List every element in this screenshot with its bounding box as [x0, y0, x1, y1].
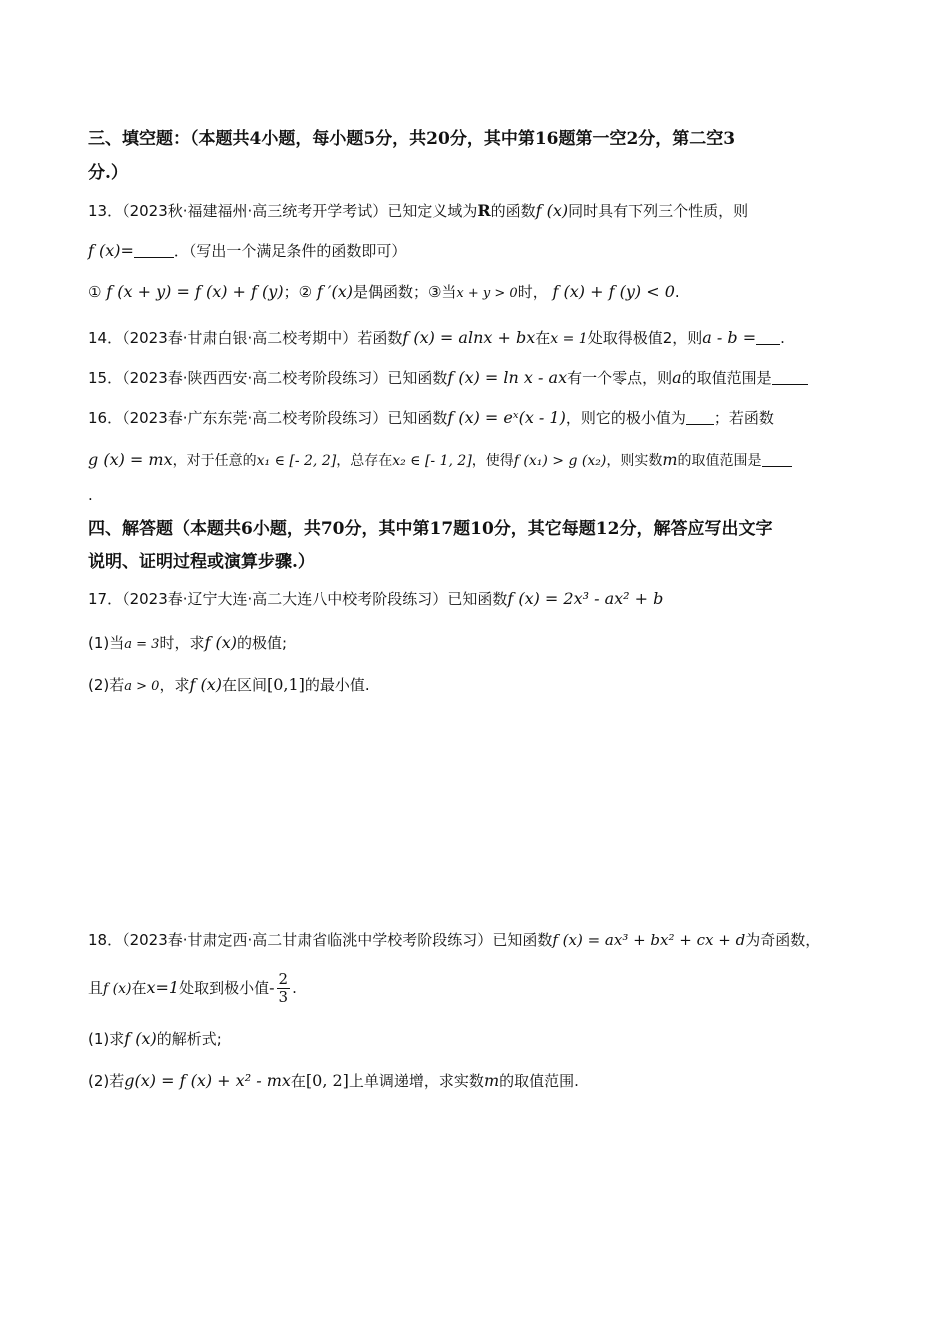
q18-number: 18．: [88, 931, 123, 949]
q16-text-c: ；若函数: [713, 409, 774, 427]
q18-l2-a: 且: [88, 979, 104, 997]
q18-text-b: 为奇函数，: [745, 931, 821, 949]
q14-number: 14．: [88, 329, 123, 347]
q16-ineq: f (x₁) > g (x₂): [513, 453, 607, 469]
q16-formula: f (x) = eˣ(x - 1): [447, 408, 566, 427]
q18-source: （2023春·甘肃定西·高二甘肃省临洮中学校考阶段练习）: [122, 931, 493, 949]
q18-s2-interval: [0, 2]: [305, 1071, 349, 1090]
q18-s2-text-c: 的取值范围.: [499, 1072, 579, 1090]
q16-text-f: ，使得: [471, 453, 514, 469]
q17-s1-cond: a = 3: [124, 637, 160, 652]
section4-heading: [88, 518, 772, 540]
q18-l2-f: f (x): [103, 981, 132, 997]
q13-property1: f (x + y) = f (x) + f (y): [106, 282, 284, 301]
q16-x1: x₁ ∈ [- 2, 2]: [256, 453, 337, 469]
q15-text-a: 已知函数: [387, 369, 448, 387]
q13-fx-answer: f (x)=: [88, 241, 134, 260]
q16-text-a: 已知函数: [387, 409, 448, 427]
q13-property3: f (x) + f (y) < 0: [552, 282, 675, 301]
q18-sub1: [88, 1028, 222, 1050]
q13-property3-text: 时，: [517, 283, 548, 301]
q13-line1: [88, 200, 748, 222]
q15-answer-blank[interactable]: [772, 368, 808, 385]
q18-line1: [88, 929, 820, 951]
q18-line2: [88, 968, 297, 1009]
q17-s2-interval: [0,1]: [266, 675, 305, 694]
q18-sub2: [88, 1070, 579, 1092]
q15-line: [88, 367, 808, 389]
q15-number: 15．: [88, 369, 123, 387]
q16-text-b: ，则它的极小值为: [565, 409, 686, 427]
q14-cond: x = 1: [550, 331, 588, 347]
q17-s2-text-a: ，求: [159, 676, 190, 694]
q18-l2-cond: x=1: [146, 978, 180, 997]
q13-sep1: ；②: [283, 283, 313, 301]
q18-s1-mark: (1)求: [88, 1030, 125, 1048]
q16-m: m: [662, 450, 678, 469]
q13-text-a: 已知定义域为: [387, 202, 478, 220]
section4-heading-cont: [88, 551, 315, 573]
q13-property1-mark: ①: [88, 283, 102, 301]
q13-fx: f (x): [535, 201, 569, 220]
q15-source: （2023春·陕西西安·高二校考阶段练习）: [122, 369, 388, 387]
q18-s2-mark: (2)若: [88, 1072, 125, 1090]
q17-s2-f: f (x): [189, 675, 222, 694]
q14-end: .: [780, 329, 785, 347]
q16-answer-blank-2[interactable]: [762, 450, 792, 467]
q18-fraction: [277, 971, 291, 1006]
q15-formula: f (x) = ln x - ax: [447, 368, 568, 387]
q13-property2-text: 是偶函数；③当: [352, 283, 457, 301]
q14-text-c: 处取得极值2，则: [587, 329, 703, 347]
q16-source: （2023春·广东东莞·高二校考阶段练习）: [122, 409, 388, 427]
q17-formula: f (x) = 2x³ - ax² + b: [507, 589, 664, 608]
q16-dot: .: [88, 486, 93, 504]
section4-line1: 四、解答题（本题共6小题，共70分，其中第17题10分，其它每题12分，解答应写出文字: [88, 519, 773, 539]
q13-line2: [88, 240, 406, 262]
q16-x2: x₂ ∈ [- 1, 2]: [392, 453, 472, 469]
q16-line2: [88, 449, 792, 472]
section3-line2: 分.）: [88, 163, 128, 183]
q17-line1: [88, 588, 663, 610]
section3-heading-cont: [88, 162, 128, 184]
q14-answer-blank[interactable]: [756, 328, 780, 345]
q14-formula: f (x) = alnx + bx: [402, 328, 536, 347]
q17-s1-text-b: 的极值;: [236, 634, 288, 652]
q18-formula: f (x) = ax³ + bx² + cx + d: [552, 931, 746, 949]
q17-s1-mark: (1)当: [88, 634, 125, 652]
q17-s2-text-c: 的最小值.: [304, 676, 370, 694]
q18-l2-b: 在: [131, 979, 147, 997]
q14-text-b: 在: [535, 329, 551, 347]
q16-number: 16．: [88, 409, 123, 427]
q17-s1-f: f (x): [204, 633, 237, 652]
q16-text-e: ，总存在: [336, 453, 393, 469]
q18-frac-num: 2: [278, 970, 289, 988]
q13-source: （2023秋·福建福州·高三统考开学考试）: [122, 202, 388, 220]
q18-s2-g: g(x) = f (x) + x² - mx: [124, 1071, 291, 1090]
q18-l2-c: 处取到极小值: [179, 979, 270, 997]
q16-text-g: ，则实数: [606, 453, 663, 469]
q18-l2-minus: -: [269, 978, 275, 997]
q14-text-a: 若函数: [357, 329, 403, 347]
q18-s1-text: 的解析式;: [156, 1030, 222, 1048]
q16-line3: [88, 484, 93, 506]
section4-line2: 说明、证明过程或演算步骤.）: [88, 552, 315, 572]
q13-property2: f ′(x): [316, 282, 353, 301]
q17-sub1: [88, 632, 287, 656]
section3-line1: 三、填空题：（本题共4小题，每小题5分，共20分，其中第16题第一空2分，第二空3: [88, 129, 736, 149]
q15-var: a: [672, 368, 682, 387]
q18-text-a: 已知函数: [492, 931, 553, 949]
q14-line: [88, 327, 785, 350]
q18-s1-f: f (x): [124, 1029, 157, 1048]
q17-text-a: 已知函数: [447, 590, 508, 608]
q18-s2-text-a: 在: [290, 1072, 306, 1090]
q13-line3: [88, 281, 680, 305]
q16-g: g (x) = mx: [88, 450, 173, 469]
q13-hint: ．（写出一个满足条件的函数即可）: [173, 242, 407, 260]
q13-reals: R: [477, 201, 491, 220]
section3-heading: [88, 128, 735, 150]
q16-text-d: ，对于任意的: [172, 453, 257, 469]
q18-s2-m: m: [483, 1071, 500, 1090]
q17-s2-text-b: 在区间: [221, 676, 267, 694]
q17-sub2: [88, 674, 370, 698]
q13-property3-cond: x + y > 0: [456, 286, 518, 301]
q16-line1: [88, 407, 774, 429]
q15-text-b: 有一个零点，则: [567, 369, 673, 387]
q18-s2-text-b: 上单调递增，求实数: [348, 1072, 484, 1090]
q13-number: 13．: [88, 202, 123, 220]
q16-answer-blank-1[interactable]: [686, 408, 714, 425]
q13-text-c: 同时具有下列三个性质，则: [568, 202, 749, 220]
q14-source: （2023春·甘肃白银·高二校考期中）: [122, 329, 358, 347]
q18-frac-den: 3: [278, 988, 289, 1006]
q17-s2-mark: (2)若: [88, 676, 125, 694]
q14-ask: a - b =: [702, 328, 757, 347]
q15-text-c: 的取值范围是: [681, 369, 772, 387]
q17-s2-cond: a > 0: [124, 679, 160, 694]
q13-answer-blank[interactable]: [134, 241, 174, 258]
q17-number: 17．: [88, 590, 123, 608]
q13-text-b: 的函数: [490, 202, 536, 220]
q13-end: .: [674, 283, 680, 301]
q16-text-h: 的取值范围是: [677, 453, 762, 469]
q17-source: （2023春·辽宁大连·高二大连八中校考阶段练习）: [122, 590, 448, 608]
q17-s1-text-a: 时，求: [159, 634, 205, 652]
q18-l2-end: .: [292, 979, 297, 997]
